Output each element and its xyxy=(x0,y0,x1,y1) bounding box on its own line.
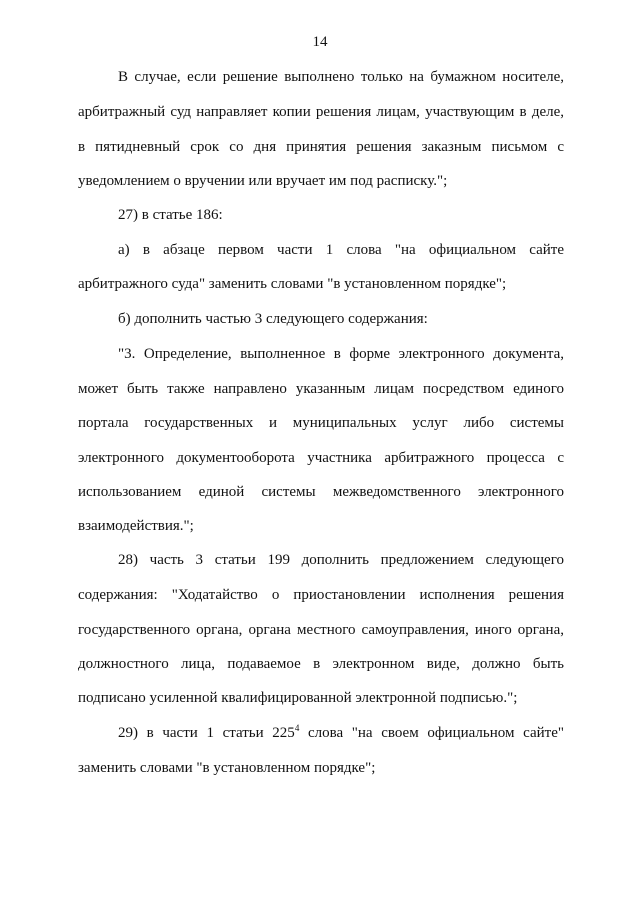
page-number: 14 xyxy=(312,34,328,50)
text-line: содержания: "Ходатайство о приостановлении исполнения решения xyxy=(78,587,564,603)
text-line: В случае, если решение выполнено только на бумажном носителе, xyxy=(118,69,564,85)
text-line: арбитражный суд направляет копии решения лицам, участвующим в деле, xyxy=(78,104,564,120)
text-line: государственного органа, органа местного самоуправления, иного органа, xyxy=(78,622,564,638)
text-line: б) дополнить частью 3 следующего содержания: xyxy=(118,311,428,327)
text-line: 27) в статье 186: xyxy=(118,207,223,223)
superscript-number: 4 xyxy=(294,723,300,733)
text-line: должностного лица, подаваемое в электронном виде, должно быть xyxy=(78,656,564,672)
text-line: 28) часть 3 статьи 199 дополнить предложением следующего xyxy=(118,552,564,568)
text-line: уведомлением о вручении или вручает им под расписку."; xyxy=(78,173,448,189)
text-line: заменить словами "в установленном порядке"; xyxy=(78,760,376,776)
text-line-with-superscript xyxy=(118,724,564,742)
text-line: "3. Определение, выполненное в форме электронного документа, xyxy=(118,346,564,362)
text-segment: 29) в части 1 статьи 225 xyxy=(118,725,295,741)
text-line: электронного документооборота участника арбитражного процесса с xyxy=(78,450,564,466)
text-line: может быть также направлено указанным лицам посредством единого xyxy=(78,381,564,397)
text-line: взаимодействия."; xyxy=(78,518,194,534)
text-segment: слова "на своем официальном сайте" xyxy=(299,725,564,741)
text-line: арбитражного суда" заменить словами "в установленном порядке"; xyxy=(78,276,507,292)
text-line: использованием единой системы межведомственного электронного xyxy=(78,484,564,500)
text-line: портала государственных и муниципальных услуг либо системы xyxy=(78,415,564,431)
text-line: в пятидневный срок со дня принятия решения заказным письмом с xyxy=(78,139,564,155)
text-line: подписано усиленной квалифицированной электронной подписью."; xyxy=(78,690,518,706)
text-line: а) в абзаце первом части 1 слова "на официальном сайте xyxy=(118,242,564,258)
